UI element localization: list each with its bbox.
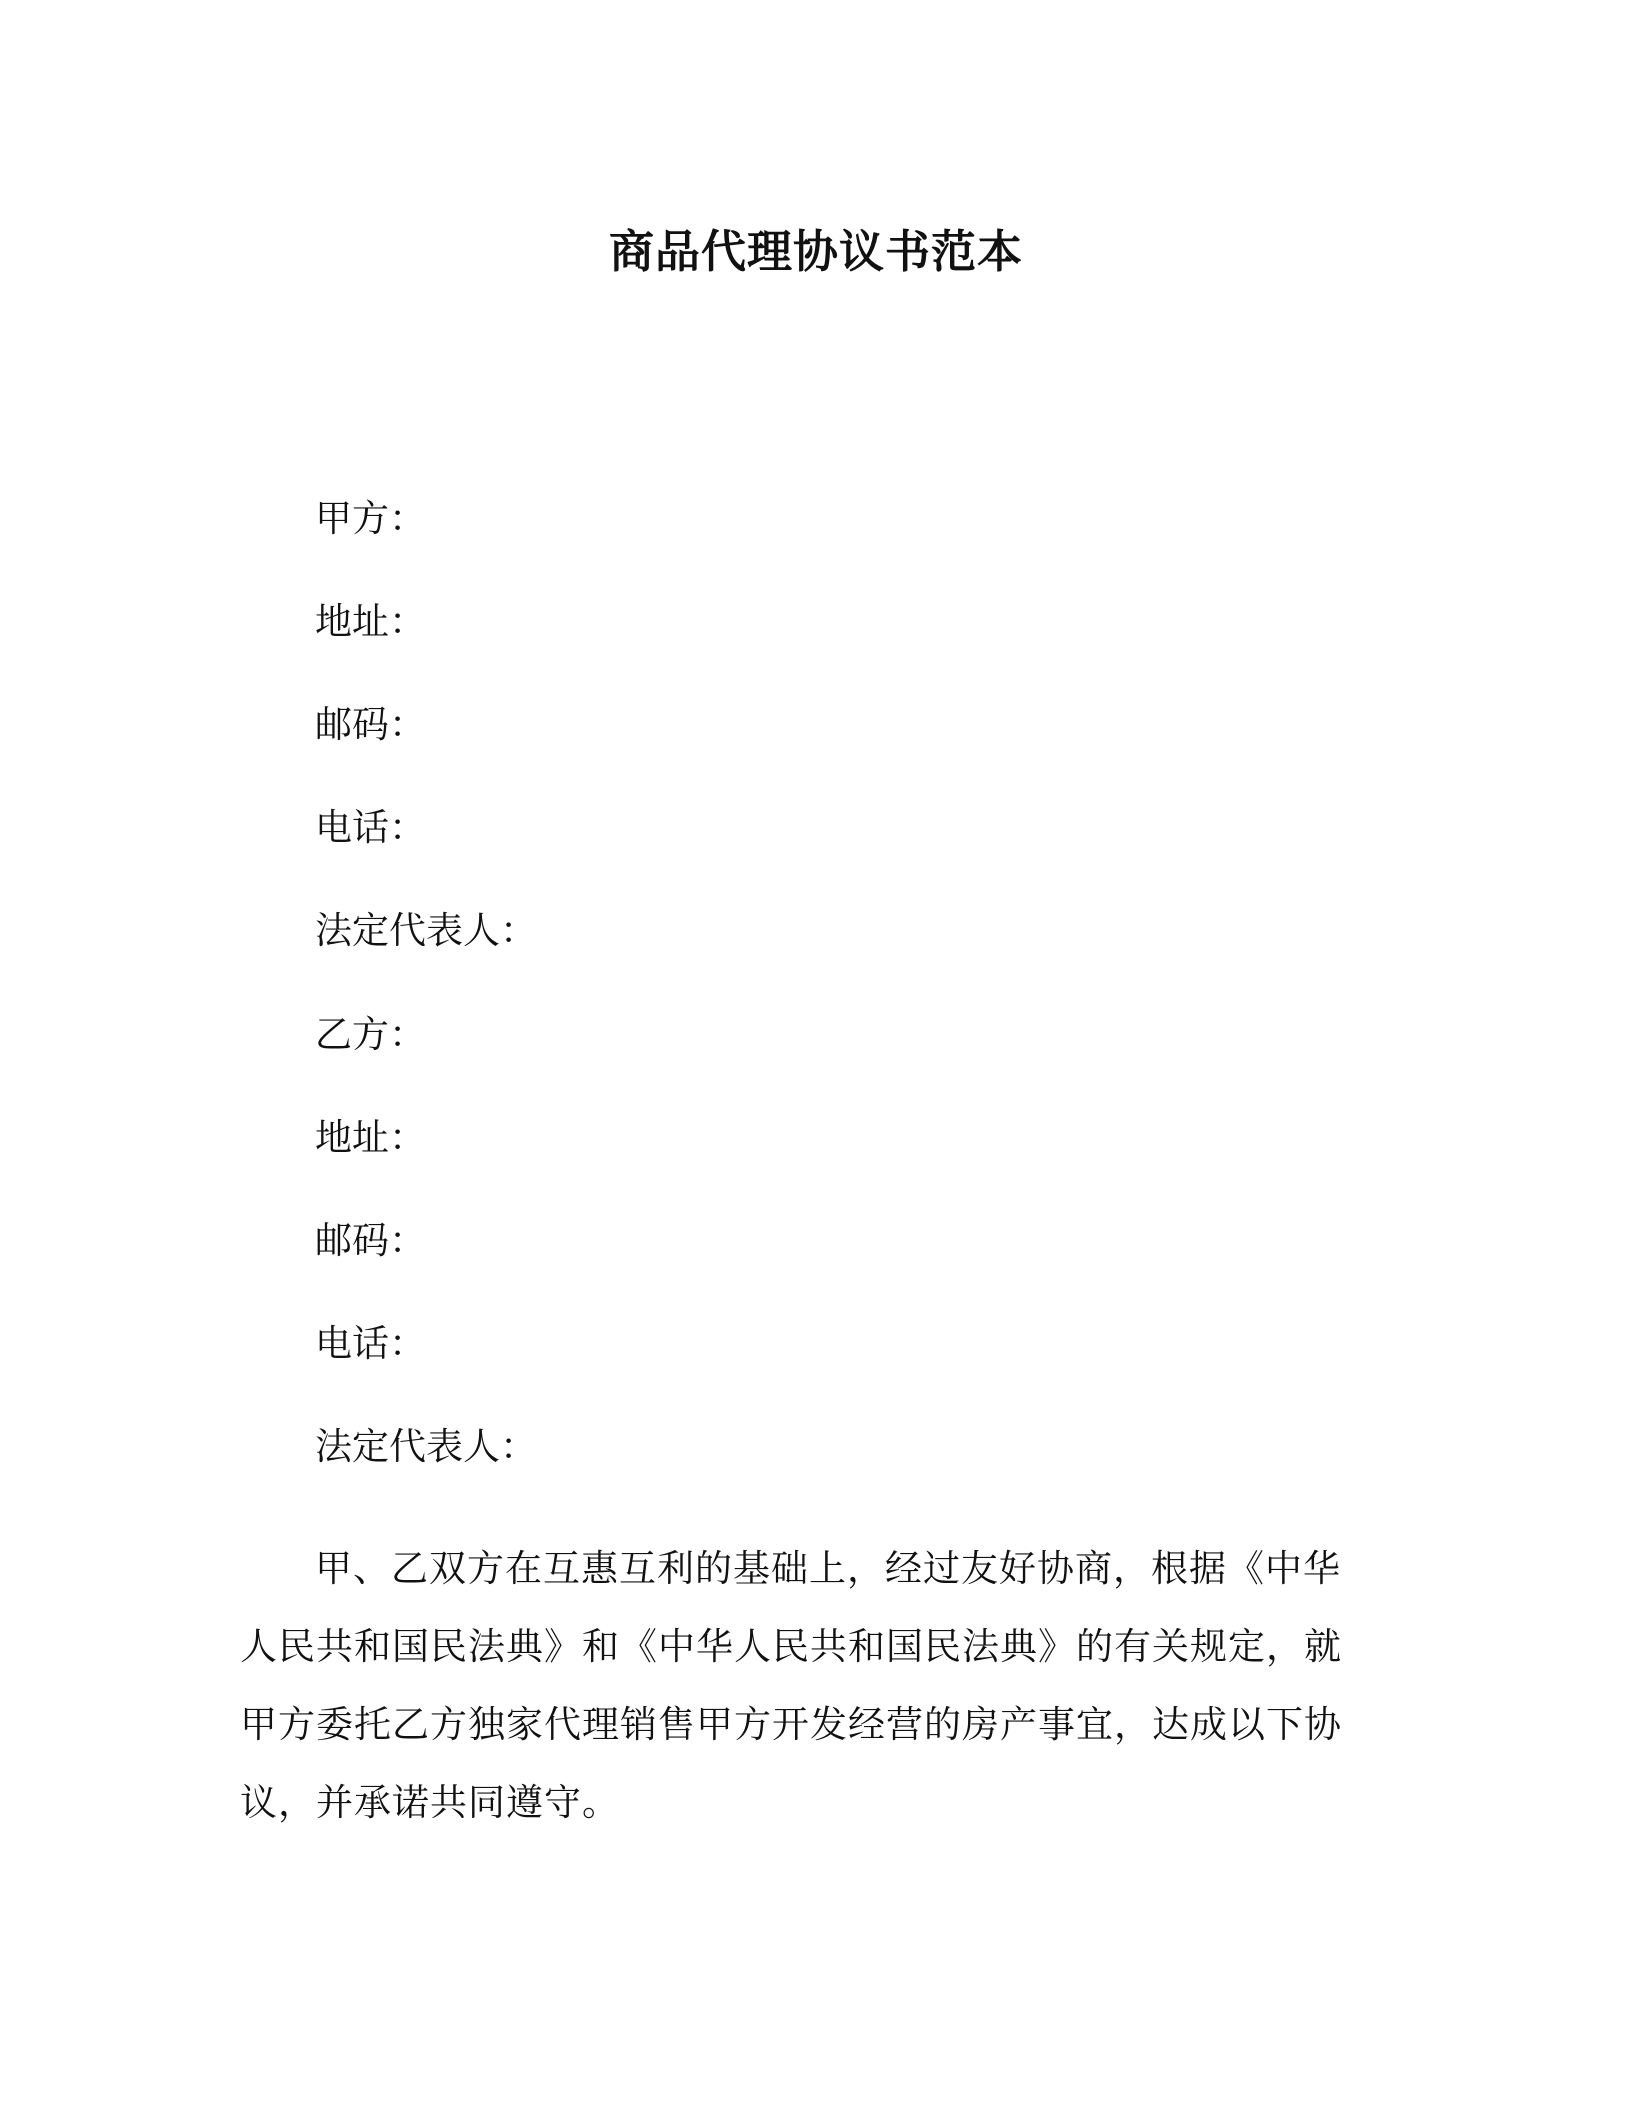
- preamble-paragraph: 甲、乙双方在互惠互利的基础上，经过友好协商，根据《中华人民共和国民法典》和《中华人民共和国民法典》的有关规定，就甲方委托乙方独家代理销售甲方开发经营的房产事宜，达成以下协议，并承诺共同遵守。: [240, 1547, 1342, 1824]
- party-a-phone-label: 电话：: [315, 806, 426, 849]
- party-a-address-label: 地址：: [315, 600, 426, 643]
- party-b-postcode-label: 邮码：: [315, 1219, 426, 1262]
- party-a-representative-label: 法定代表人：: [315, 909, 537, 952]
- page-title: 商品代理协议书范本: [608, 225, 1023, 278]
- party-a-name-label: 甲方：: [315, 497, 426, 540]
- party-b-address-label: 地址：: [315, 1116, 426, 1159]
- party-b-name-label: 乙方：: [315, 1013, 426, 1056]
- party-b-phone-label: 电话：: [315, 1322, 426, 1365]
- party-b-representative-label: 法定代表人：: [315, 1425, 537, 1468]
- party-a-postcode-label: 邮码：: [315, 703, 426, 746]
